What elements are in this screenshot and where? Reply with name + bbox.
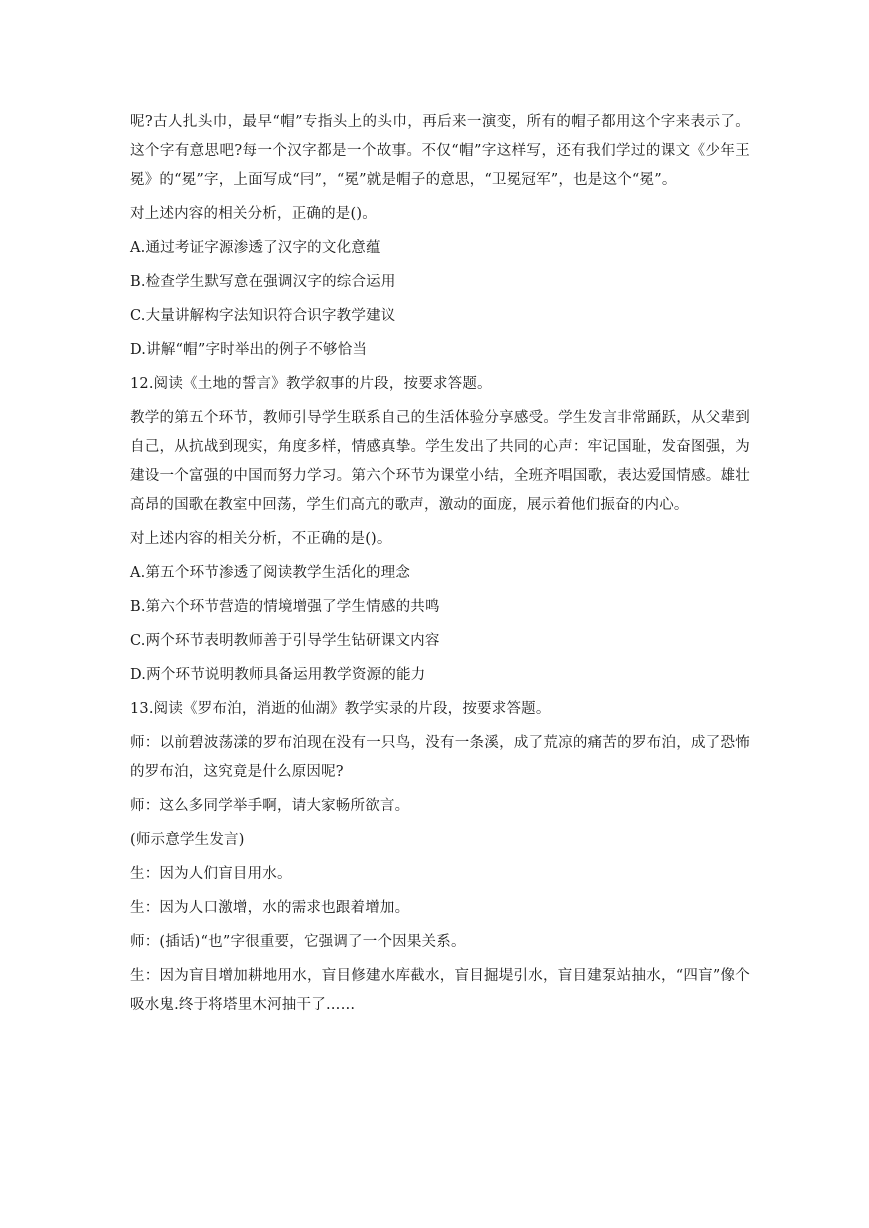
dialogue-line: 师：(插话)“也”字很重要，它强调了一个因果关系。 — [130, 934, 466, 950]
dialogue-line: 师：以前碧波荡漾的罗布泊现在没有一只鸟，没有一条溪，成了荒凉的痛苦的罗布泊，成了恐怖的罗布泊，这究竟是什么原因呢? — [130, 735, 750, 780]
option-c: C.大量讲解构字法知识符合识字教学建议 — [130, 308, 396, 324]
question-stem: 对上述内容的相关分析，正确的是()。 — [130, 206, 377, 222]
question-heading: 13.阅读《罗布泊，消逝的仙湖》教学实录的片段，按要求答题。 — [130, 701, 551, 717]
passage-paragraph: 呢?古人扎头巾，最早“帽”专指头上的头巾，再后来一演变，所有的帽子都用这个字来表示了。这个字有意思吧?每一个汉字都是一个故事。不仅“帽”字这样写，还有我们学过的课文《少年王冕》的“冕”字，上面写成“冃”，“冕”就是帽子的意思，“卫冕冠军”，也是这个“冕”。 — [130, 114, 750, 188]
option-c: C.两个环节表明教师善于引导学生钻研课文内容 — [130, 633, 440, 649]
option-a: A.通过考证字源渗透了汉字的文化意蕴 — [130, 240, 381, 256]
question-stem: 对上述内容的相关分析，不正确的是()。 — [130, 531, 392, 547]
stage-direction: (师示意学生发言) — [130, 832, 245, 848]
option-a: A.第五个环节渗透了阅读教学生活化的理念 — [130, 565, 411, 581]
option-b: B.第六个环节营造的情境增强了学生情感的共鸣 — [130, 599, 440, 615]
dialogue-line: 生：因为人们盲目用水。 — [130, 866, 292, 882]
question-heading: 12.阅读《土地的誓言》教学叙事的片段，按要求答题。 — [130, 376, 492, 392]
dialogue-line: 师：这么多同学举手啊，请大家畅所欲言。 — [130, 798, 410, 814]
dialogue-line: 生：因为人口激增，水的需求也跟着增加。 — [130, 900, 410, 916]
option-d: D.讲解“帽”字时举出的例子不够恰当 — [130, 342, 368, 358]
passage-paragraph: 教学的第五个环节，教师引导学生联系自己的生活体验分享感受。学生发言非常踊跃，从父辈到自己，从抗战到现实，角度多样，情感真挚。学生发出了共同的心声：牢记国耻，发奋图强，为建设一个富强的中国而努力学习。第六个环节为课堂小结，全班齐唱国歌，表达爱国情感。雄壮高昂的国歌在教室中回荡，学生们高亢的歌声，激动的面庞，展示着他们振奋的内心。 — [130, 410, 750, 513]
option-b: B.检查学生默写意在强调汉字的综合运用 — [130, 274, 396, 290]
document-body — [130, 108, 750, 1025]
dialogue-line: 生：因为盲目增加耕地用水，盲目修建水库截水，盲目掘堤引水，盲目建泵站抽水，“四盲”像个吸水鬼.终于将塔里木河抽干了…… — [130, 968, 750, 1013]
option-d: D.两个环节说明教师具备运用教学资源的能力 — [130, 667, 426, 683]
